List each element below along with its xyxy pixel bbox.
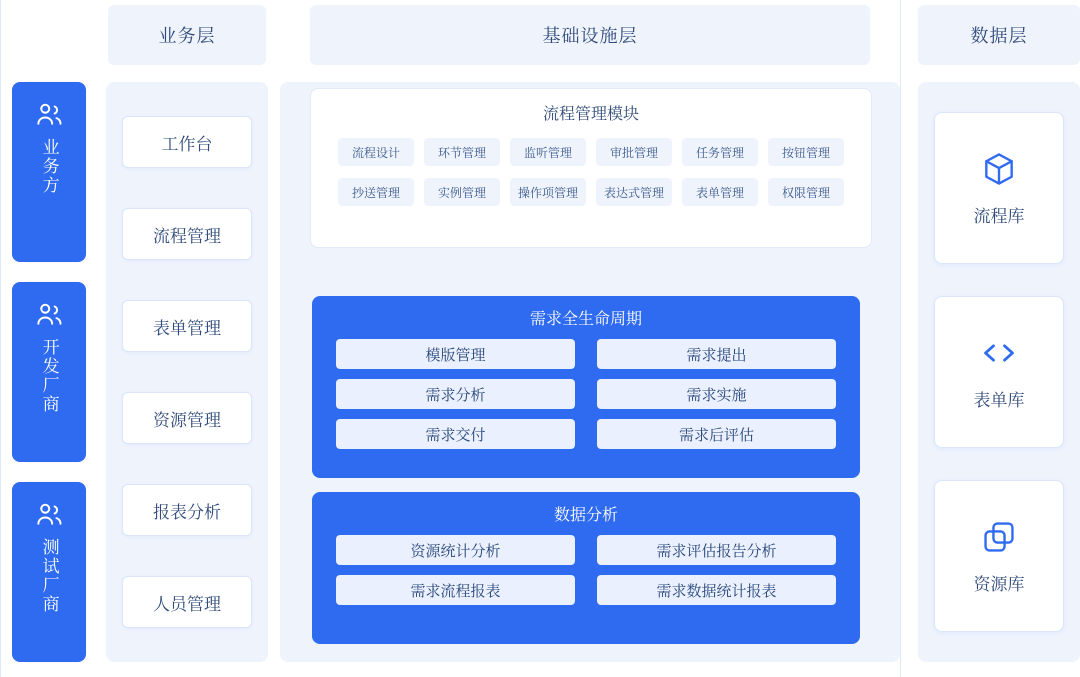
pill-requirement-proposal[interactable]: 需求提出: [597, 339, 836, 369]
pill-requirement-evaluation-report-analysis[interactable]: 需求评估报告分析: [597, 535, 836, 565]
data-analysis-rows: [312, 535, 860, 605]
copy-layers-icon: [980, 518, 1018, 556]
chip-operation-item-management[interactable]: 操作项管理: [510, 178, 586, 206]
flow-management-chip-grid: [311, 138, 871, 206]
role-card-tester[interactable]: [12, 482, 86, 662]
data-analysis-panel: [312, 492, 860, 644]
panel-row: [336, 419, 836, 449]
pill-resource-statistics-analysis[interactable]: 资源统计分析: [336, 535, 575, 565]
roles-column: [12, 82, 86, 662]
chip-permission-management[interactable]: 权限管理: [768, 178, 844, 206]
business-item-process-management-label: 流程管理: [153, 226, 221, 246]
divider-left: [0, 0, 1, 677]
code-brackets-icon: [980, 334, 1018, 372]
business-layer-column: [106, 82, 268, 662]
chip-approval-management[interactable]: 审批管理: [596, 138, 672, 166]
chip-node-management[interactable]: 环节管理: [424, 138, 500, 166]
pill-requirement-analysis[interactable]: 需求分析: [336, 379, 575, 409]
data-analysis-title: 数据分析: [553, 507, 618, 524]
pill-requirement-data-statistics-report[interactable]: 需求数据统计报表: [597, 575, 836, 605]
users-icon: [34, 500, 64, 530]
users-icon: [34, 100, 64, 130]
data-card-resource-library-label: 资源库: [973, 574, 1025, 594]
business-item-personnel-management-label: 人员管理: [153, 594, 221, 614]
pill-requirement-process-report[interactable]: 需求流程报表: [336, 575, 575, 605]
business-item-report-analysis-label: 报表分析: [153, 502, 221, 522]
header-business-layer-label: 业务层: [158, 26, 216, 46]
data-card-resource-library[interactable]: [934, 480, 1064, 632]
business-item-resource-management-label: 资源管理: [153, 410, 221, 430]
panel-row: [336, 575, 836, 605]
flow-management-module-title: 流程管理模块: [542, 106, 639, 123]
role-card-developer-label: 开发厂商: [39, 338, 59, 414]
data-layer-column: [918, 82, 1080, 662]
role-card-tester-label: 测试厂商: [39, 538, 59, 614]
pill-requirement-post-evaluation[interactable]: 需求后评估: [597, 419, 836, 449]
chip-instance-management[interactable]: 实例管理: [424, 178, 500, 206]
requirement-lifecycle-rows: [312, 339, 860, 449]
data-card-process-library[interactable]: [934, 112, 1064, 264]
cube-icon: [980, 150, 1018, 188]
header-data-layer: [918, 5, 1080, 65]
divider-right: [900, 0, 901, 677]
business-item-form-management[interactable]: [122, 300, 252, 352]
business-item-process-management[interactable]: [122, 208, 252, 260]
business-item-resource-management[interactable]: [122, 392, 252, 444]
panel-row: [336, 339, 836, 369]
business-item-workbench-label: 工作台: [161, 134, 213, 154]
flow-management-module-card: [310, 88, 872, 248]
data-card-form-library-label: 表单库: [973, 390, 1025, 410]
role-card-business[interactable]: [12, 82, 86, 262]
role-card-business-label: 业务方: [39, 138, 59, 195]
business-item-form-management-label: 表单管理: [153, 318, 221, 338]
requirement-lifecycle-panel: [312, 296, 860, 478]
chip-cc-management[interactable]: 抄送管理: [338, 178, 414, 206]
pill-requirement-implementation[interactable]: 需求实施: [597, 379, 836, 409]
chip-expression-management[interactable]: 表达式管理: [596, 178, 672, 206]
data-card-form-library[interactable]: [934, 296, 1064, 448]
panel-row: [336, 379, 836, 409]
business-item-personnel-management[interactable]: [122, 576, 252, 628]
role-card-developer[interactable]: [12, 282, 86, 462]
chip-form-management[interactable]: 表单管理: [682, 178, 758, 206]
pill-template-management[interactable]: 模版管理: [336, 339, 575, 369]
header-infrastructure-layer: [310, 5, 870, 65]
business-item-workbench[interactable]: [122, 116, 252, 168]
users-icon: [34, 300, 64, 330]
chip-button-management[interactable]: 按钮管理: [768, 138, 844, 166]
header-business-layer: [108, 5, 266, 65]
panel-row: [336, 535, 836, 565]
header-data-layer-label: 数据层: [970, 26, 1028, 46]
data-card-process-library-label: 流程库: [973, 206, 1025, 226]
requirement-lifecycle-title: 需求全生命周期: [529, 311, 642, 328]
pill-requirement-delivery[interactable]: 需求交付: [336, 419, 575, 449]
header-infrastructure-layer-label: 基础设施层: [542, 26, 638, 46]
infrastructure-layer-column: [280, 82, 900, 662]
chip-process-design[interactable]: 流程设计: [338, 138, 414, 166]
chip-listener-management[interactable]: 监听管理: [510, 138, 586, 166]
business-item-report-analysis[interactable]: [122, 484, 252, 536]
chip-task-management[interactable]: 任务管理: [682, 138, 758, 166]
